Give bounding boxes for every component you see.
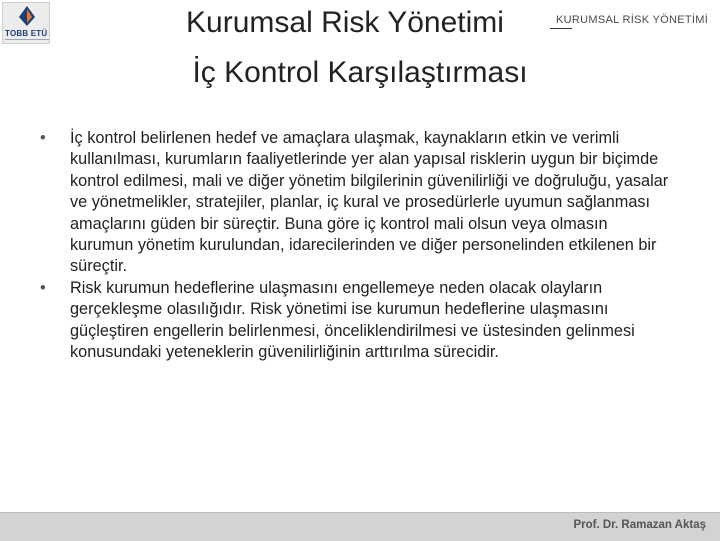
footer-author: Prof. Dr. Ramazan Aktaş (573, 519, 706, 531)
bullet-list (40, 128, 670, 363)
slide-title-line2: İç Kontrol Karşılaştırması (192, 56, 528, 89)
slide-content (40, 128, 670, 363)
bullet-item (40, 128, 670, 278)
slide-title-text-1: Kurumsal Risk Yönetimi (186, 6, 504, 39)
section-header: KURUMSAL RİSK YÖNETİMİ (556, 14, 709, 26)
logo-text: TOBB ETÜ (5, 29, 48, 38)
footer-bar (0, 512, 720, 541)
bullet-marker: • (40, 278, 46, 297)
bullet-item (40, 278, 670, 364)
bullet-marker: • (40, 129, 46, 147)
bullet-text: Risk kurumun hedeflerine ulaşmasını engellemeye neden olacak olayların gerçekleşme olasılığıdır. Risk yönetimi ise kurumun hedeflerine ulaşmasını güçleştiren engellerin belirlenmesi, önceliklendirilmesi ve üstesinden gelinmesi konusundaki yeteneklerin güvenilirliğinin arttırılma sürecidir. (70, 278, 635, 362)
slide-title-line1 (0, 6, 720, 40)
bullet-text: İç kontrol belirlenen hedef ve amaçlara ulaşmak, kaynakların etkin ve verimli kullanılması, kurumların faaliyetlerinde yer alan yapısal risklerin uygun bir biçimde kontrol edilmesi, mali ve diğer yönetim bilgilerinin güvenilirliği ve doğruluğu, yasalar ve yönetmelikler, stratejiler, planlar, iç kural ve prosedürlerle uyumun sağlanması amaçlarını güden bir süreçtir. Buna göre iç kontrol mali olsun veya olmasın kurumun yönetim kurulundan, idarecilerinden ve diğer personelinden etkilenen bir süreçtir. (70, 129, 669, 276)
